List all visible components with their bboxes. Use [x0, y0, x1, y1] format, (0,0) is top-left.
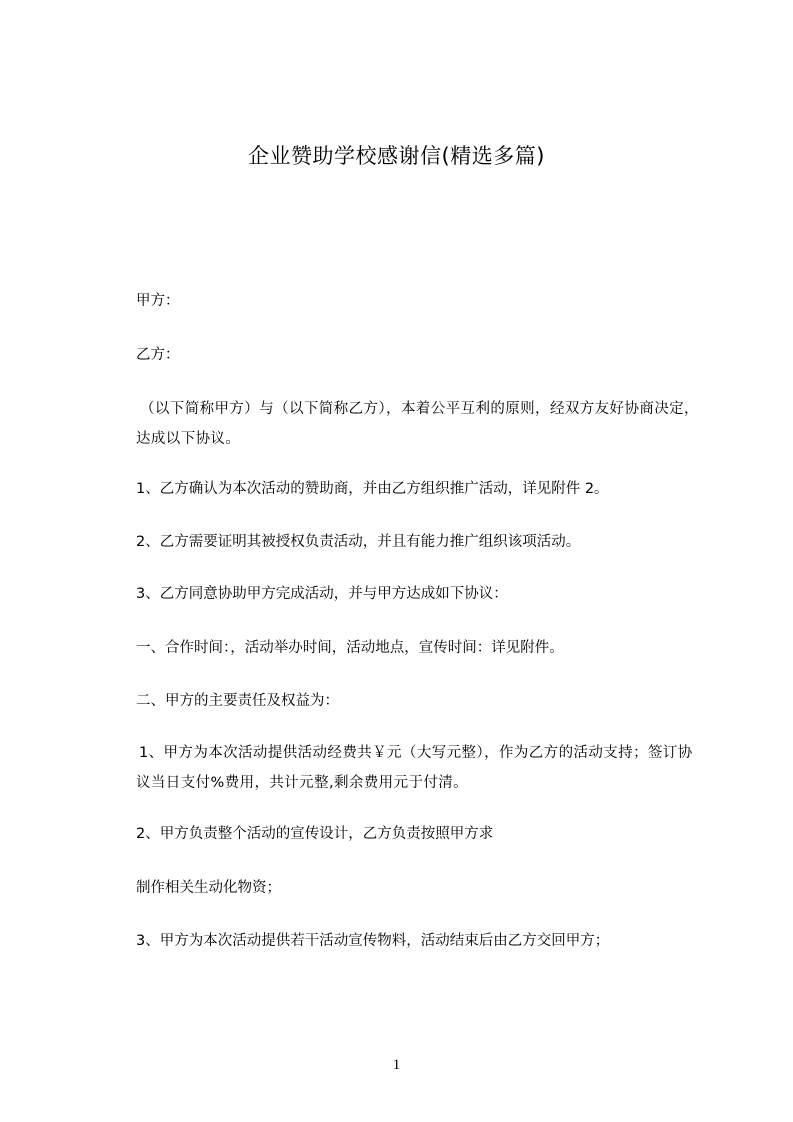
party-b-line: 乙方： — [136, 347, 180, 363]
item-3: 3、乙方同意协助甲方完成活动，并与甲方达成如下协议： — [136, 586, 508, 602]
duty-2: 2、甲方负责整个活动的宣传设计，乙方负责按照甲方求 — [136, 826, 494, 842]
page-number: 1 — [392, 1057, 401, 1073]
section-1-heading: 一、合作时间：，活动举办时间，活动地点，宣传时间：详见附件。 — [136, 640, 564, 656]
section-2-heading: 二、甲方的主要责任及权益为： — [136, 693, 339, 709]
duty-1-paragraph: 1、甲方为本次活动提供活动经费共￥元（大写元整），作为乙方的活动支持；签订协议当日支付%费用，共计元整,剩余费用元于付清。 — [136, 745, 693, 791]
intro-paragraph: （以下简称甲方）与（以下简称乙方），本着公平互利的原则，经双方友好协商决定，达成以下协议。 — [136, 401, 699, 447]
item-2: 2、乙方需要证明其被授权负责活动，并且有能力推广组织该项活动。 — [136, 534, 581, 550]
item-1: 1、乙方确认为本次活动的赞助商，并由乙方组织推广活动，详见附件 2。 — [136, 481, 609, 497]
page-title: 企业赞助学校感谢信(精选多篇) — [248, 144, 545, 168]
party-a-line: 甲方： — [136, 293, 180, 309]
duty-3: 3、甲方为本次活动提供若干活动宣传物料，活动结束后由乙方交回甲方； — [136, 933, 610, 949]
duty-2-continued: 制作相关生动化物资； — [136, 880, 281, 896]
